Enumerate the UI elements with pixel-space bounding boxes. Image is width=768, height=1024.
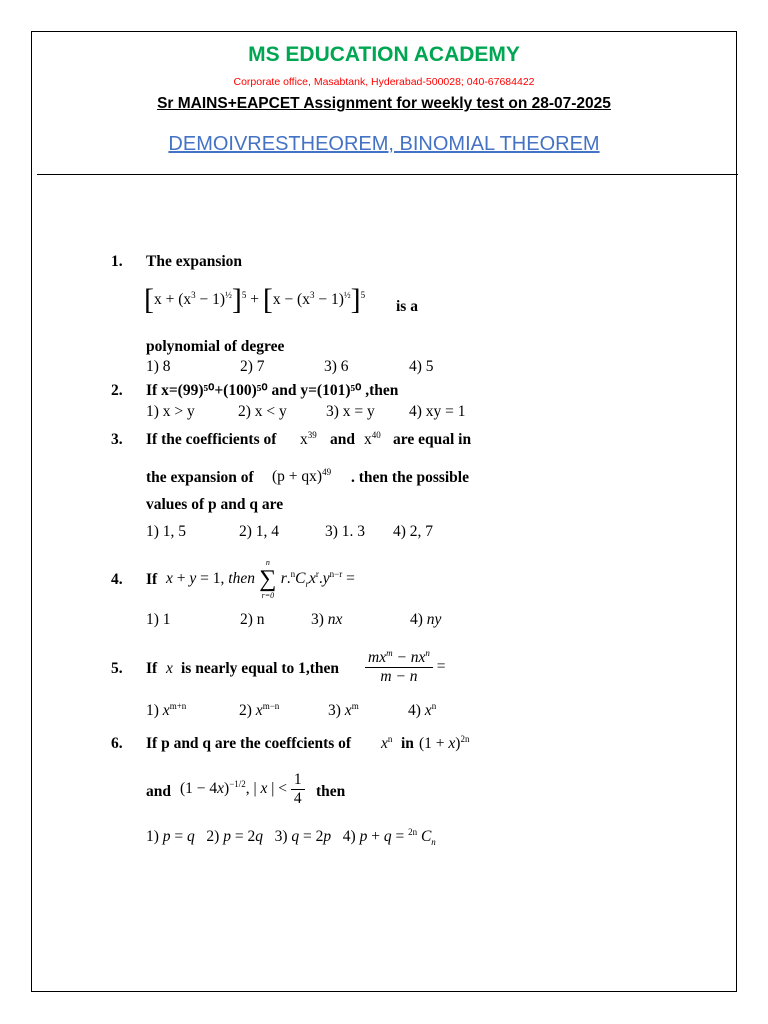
q5-number: 5. (111, 660, 123, 677)
q6-xn: $x^n$ (381, 733, 393, 752)
q3-line1c: are equal in (393, 431, 472, 448)
header-divider (37, 174, 738, 175)
q5-prefix: If (146, 660, 158, 677)
q6-binomial2: $(1 - 4x)^{-1/2}$, | x | < $\frac{1}{4}$ (180, 771, 305, 808)
q5-option-1: 1) $x^{m+n}$ (146, 700, 187, 719)
q2-option-4: 4) xy = 1 (409, 403, 466, 420)
q4-option-4: 4) ny (410, 611, 442, 628)
topic-title: DEMOIVRESTHEOREM, BINOMIAL THEOREM (168, 133, 600, 155)
q3-line1b: and (330, 431, 355, 448)
q1-option-3: 3) 6 (324, 358, 349, 375)
q3-option-2: 2) 1, 4 (239, 523, 280, 540)
q2-option-2: 2) x < y (238, 403, 287, 420)
q5-mid: is nearly equal to 1,then (181, 660, 340, 677)
q5-fraction: $\frac{mx^m - nx^n}{m - n}$ = (365, 649, 446, 686)
assignment-title: Sr MAINS+EAPCET Assignment for weekly test on 28-07-2025 (157, 95, 611, 112)
q1-tail: is a (396, 298, 418, 315)
q3-line3: values of p and q are (146, 496, 284, 513)
q6-line2b: then (316, 783, 346, 800)
q1-expression: $[x + (x^3 - 1)^{\frac{1}{2}}]^5 + [x - (x^3 - 1)^{\frac{1}{2}}]^5$ (144, 283, 366, 316)
q1-line2: polynomial of degree (146, 338, 285, 355)
q3-line2a: the expansion of (146, 469, 254, 486)
q6-line1a: If p and q are the coeffcients of (146, 735, 352, 752)
q5-x: x (166, 660, 173, 677)
q6-binomial1: $(1 + x)^{2n}$ (419, 733, 470, 752)
academy-name: MS EDUCATION ACADEMY (248, 43, 520, 66)
page-border (31, 31, 737, 992)
q3-number: 3. (111, 431, 123, 448)
q4-option-3: 3) nx (311, 611, 343, 628)
q6-line1b: in (401, 735, 414, 752)
q1-option-2: 2) 7 (240, 358, 265, 375)
q2-text: If x=(99)⁵⁰+(100)⁵⁰ and y=(101)⁵⁰ ,then (146, 382, 399, 399)
q4-option-2: 2) n (240, 611, 265, 628)
q3-x39: $x^{39}$ (300, 429, 317, 448)
q6-line2a: and (146, 783, 171, 800)
q4-number: 4. (111, 571, 123, 588)
q3-option-1: 1) 1, 5 (146, 523, 187, 540)
q3-option-4: 4) 2, 7 (393, 523, 434, 540)
q3-line2b: . then the possible (351, 469, 469, 486)
q3-x40: $x^{40}$ (364, 429, 381, 448)
q2-option-1: 1) x > y (146, 403, 195, 420)
q5-option-3: 3) $x^m$ (328, 700, 359, 719)
q4-option-1: 1) 1 (146, 611, 171, 628)
q6-number: 6. (111, 735, 123, 752)
q5-option-4: 4) $x^n$ (408, 700, 437, 719)
q5-option-2: 2) $x^{m-n}$ (239, 700, 280, 719)
q2-option-3: 3) x = y (326, 403, 375, 420)
office-address: Corporate office, Masabtank, Hyderabad-500028; 040-67684422 (233, 76, 535, 88)
q4-prefix: If (146, 571, 158, 588)
q4-expression: x + y = 1, then n ∑ r=0 $r.^nC_rx^r.y^{n-r}$ = (166, 557, 355, 600)
q3-binomial: (p + qx)$^{49}$ (272, 466, 332, 485)
q1-intro: The expansion (146, 253, 243, 270)
q2-number: 2. (111, 382, 123, 399)
q3-option-3: 3) 1. 3 (325, 523, 366, 540)
q1-option-4: 4) 5 (409, 358, 434, 375)
q1-number: 1. (111, 253, 123, 270)
q6-options: 1) p = q 2) p = 2q 3) q = 2p 4) p + q = $^{2n}$ $C_n$ (146, 826, 436, 848)
q1-option-1: 1) 8 (146, 358, 171, 375)
q3-line1a: If the coefficients of (146, 431, 277, 448)
